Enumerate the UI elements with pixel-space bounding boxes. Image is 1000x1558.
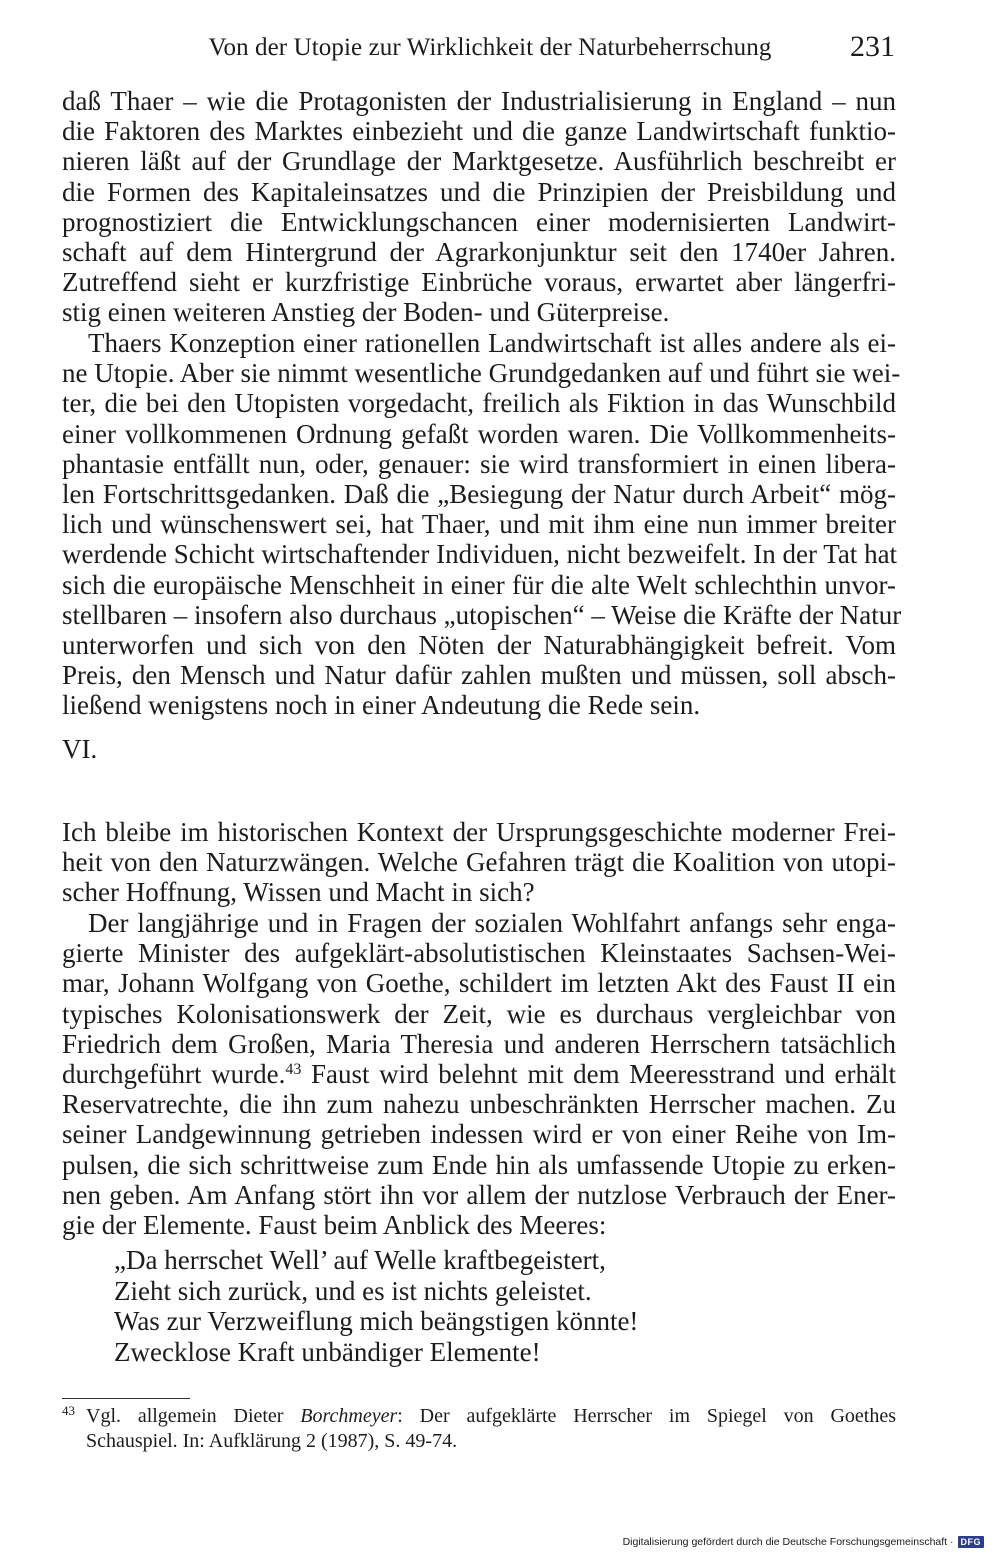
- text-line: daß Thaer – wie die Protagonisten der Industrialisierung in England – nun: [62, 86, 896, 116]
- text-line: einer vollkommenen Ordnung gefaßt worden waren. Die Vollkommenheits-: [62, 418, 896, 449]
- text-line: Der langjährige und in Fragen der sozialen Wohlfahrt anfangs sehr enga-: [88, 908, 896, 938]
- digitization-credit: [623, 1534, 984, 1550]
- verse-line: Zwecklose Kraft unbändiger Elemente!: [114, 1336, 541, 1367]
- text-line: sich die europäische Menschheit in einer für die alte Welt schlechthin unvor-: [62, 569, 896, 600]
- text-line: nieren läßt auf der Grundlage der Marktgesetze. Ausführlich beschreibt er: [62, 146, 896, 177]
- footnote-43: [62, 1404, 896, 1453]
- text-line: Friedrich dem Großen, Maria Theresia und anderen Herrschern tatsächlich: [62, 1028, 896, 1059]
- text-line: Zutreffend sieht er kurzfristige Einbrüche voraus, erwartet aber längerfri-: [62, 267, 896, 298]
- text-line: gierte Minister des aufgeklärt-absolutistischen Kleinstaates Sachsen-Wei-: [62, 938, 896, 969]
- text-line: ließend wenigstens noch in einer Andeutung die Rede sein.: [62, 690, 701, 721]
- text-fragment: : Der aufgeklärte Herrscher im Spiegel von Goethes: [397, 1405, 896, 1427]
- text-line: heit von den Naturzwängen. Welche Gefahren trägt die Koalition von utopi-: [62, 847, 896, 878]
- text-line: len Fortschrittsgedanken. Daß die „Besiegung der Natur durch Arbeit“ mög-: [62, 478, 896, 509]
- text-fragment: durchgeführt wurde.: [62, 1058, 286, 1089]
- text-line: schaft auf dem Hintergrund der Agrarkonjunktur seit den 1740er Jahren.: [62, 236, 896, 267]
- text-line: Preis, den Mensch und Natur dafür zahlen mußten und müssen, soll absch-: [62, 660, 896, 691]
- paragraph-thaer-conception: [62, 328, 902, 721]
- text-line: typisches Kolonisationswerk der Zeit, wie es durchaus vergleichbar von: [62, 998, 896, 1029]
- verse-line: Zieht sich zurück, und es ist nichts geleistet.: [114, 1275, 592, 1306]
- paragraph-thaer-market: [62, 86, 896, 328]
- text-line-with-footnote-ref: [62, 1059, 896, 1089]
- text-line: nen geben. Am Anfang stört ihn vor allem der nutzlose Verbrauch der Ener-: [62, 1179, 896, 1210]
- text-line: ter, die bei den Utopisten vorgedacht, freilich als Fiktion in das Wunschbild: [62, 388, 896, 419]
- text-line: scher Hoffnung, Wissen und Macht in sich?: [62, 877, 535, 908]
- text-line: gie der Elemente. Faust beim Anblick des Meeres:: [62, 1209, 607, 1240]
- text-line: lich und wünschenswert sei, hat Thaer, und mit ihm eine nun immer breiter: [62, 509, 896, 540]
- footnote-line: Schauspiel. In: Aufklärung 2 (1987), S. 49-74.: [86, 1429, 458, 1452]
- text-line: Thaers Konzeption einer rationellen Landwirtschaft ist alles andere als ei-: [88, 328, 896, 358]
- faust-quotation: [114, 1245, 638, 1367]
- text-line: die Formen des Kapitaleinsatzes und die Prinzipien der Preisbildung und: [62, 176, 896, 207]
- text-line: ne Utopie. Aber sie nimmt wesentliche Grundgedanken auf und führt sie wei-: [62, 358, 901, 389]
- footnote-number: 43: [62, 1403, 75, 1418]
- text-line: die Faktoren des Marktes einbezieht und die ganze Landwirtschaft funktio-: [62, 116, 896, 147]
- verse-line: „Da herrschet Well’ auf Welle kraftbegeistert,: [114, 1245, 606, 1275]
- paragraph-historical-context: [62, 817, 896, 908]
- verse-line: Was zur Verzweiflung mich beängstigen könnte!: [114, 1306, 639, 1336]
- text-line: werdende Schicht wirtschaftender Individuen, nicht bezweifelt. In der Tat hat: [62, 539, 898, 570]
- text-line: pulsen, die sich schrittweise zum Ende hin als umfassende Utopie zu erken-: [62, 1149, 896, 1180]
- text-line: Ich bleibe im historischen Kontext der Ursprungsgeschichte moderner Frei-: [62, 817, 896, 847]
- author-name: Borchmeyer: [300, 1405, 398, 1427]
- text-line: prognostiziert die Entwicklungschancen einer modernisierten Landwirt-: [62, 206, 896, 237]
- page-number: 231: [850, 30, 895, 63]
- footnote-line: [62, 1404, 896, 1429]
- section-heading: VI.: [62, 734, 98, 764]
- dfg-logo: DFG: [958, 1536, 985, 1548]
- paragraph-goethe-faust: [62, 908, 896, 1240]
- text-line: Reservatrechte, die ihn zum nahezu unbeschränkten Herrscher machen. Zu: [62, 1089, 896, 1120]
- running-header-title: Von der Utopie zur Wirklichkeit der Naturbeherrschung: [208, 34, 772, 61]
- credit-text: Digitalisierung gefördert durch die Deutsche Forschungsgemeinschaft ·: [622, 1536, 954, 1548]
- text-line: stig einen weiteren Anstieg der Boden- und Güterpreise.: [62, 297, 670, 328]
- text-line: stellbaren – insofern also durchaus „utopischen“ – Weise die Kräfte der Natur: [62, 599, 902, 630]
- text-line: unterworfen und sich von den Nöten der Naturabhängigkeit befreit. Vom: [62, 629, 896, 660]
- text-fragment: Faust wird belehnt mit dem Meeresstrand und erhält: [301, 1058, 896, 1089]
- text-line: seiner Landgewinnung getrieben indessen wird er von einer Reihe von Im-: [62, 1119, 896, 1150]
- text-line: phantasie entfällt nun, oder, genauer: sie wird transformiert in einen libera-: [62, 448, 896, 479]
- text-line: mar, Johann Wolfgang von Goethe, schildert im letzten Akt des Faust II ein: [62, 968, 896, 999]
- text-fragment: Vgl. allgemein Dieter: [86, 1405, 301, 1427]
- footnote-reference[interactable]: 43: [285, 1060, 302, 1078]
